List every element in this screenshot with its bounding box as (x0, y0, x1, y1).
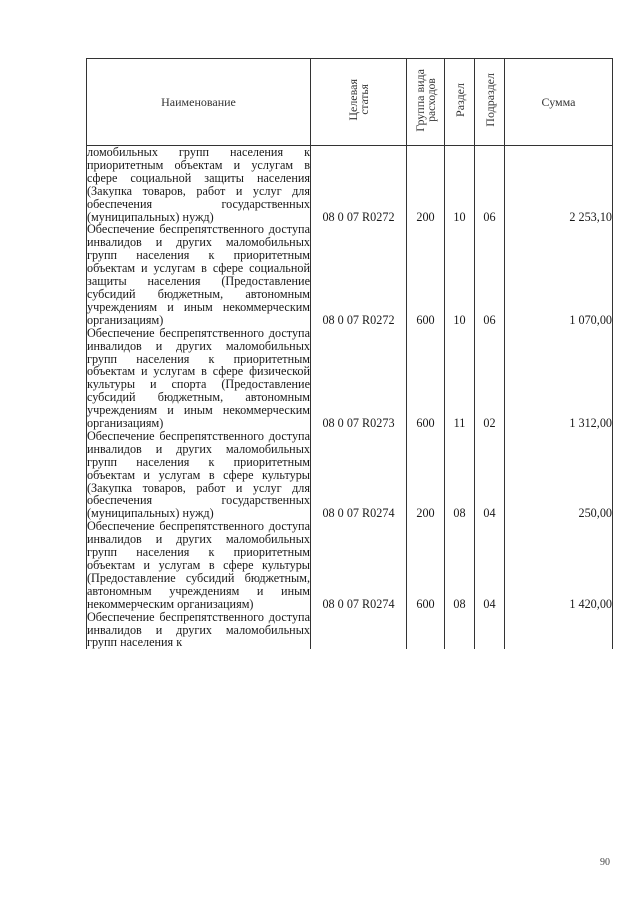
header-group-line1: Группа вида (412, 68, 427, 132)
row-target-code: 08 0 07 R0272 (311, 146, 407, 224)
row-name: ломобильных групп населения к приоритетным объектам и услугам в сфере социальной защиты населения (Закупка товаров, работ и услуг для обеспечения государственных (муниципальных) нужд) (87, 145, 310, 224)
table-body (87, 146, 613, 650)
row-section: 11 (445, 327, 475, 430)
row-subsection: 02 (475, 327, 505, 430)
row-subsection: 04 (475, 430, 505, 520)
row-expense-group: 600 (407, 223, 445, 326)
row-expense-group (407, 611, 445, 650)
header-target-line1: Целевая (345, 79, 360, 121)
row-expense-group: 600 (407, 327, 445, 430)
row-subsection: 06 (475, 223, 505, 326)
row-sum: 1 070,00 (505, 223, 613, 326)
row-name: Обеспечение беспрепятственного доступа инвалидов и других маломобильных групп населения к приоритетным объектам и услугам в сфере культуры (Закупка товаров, работ и услуг для обеспечения государственных (муниципальных) нужд) (87, 428, 310, 521)
row-expense-group: 600 (407, 520, 445, 610)
row-target-code: 08 0 07 R0274 (311, 520, 407, 610)
row-sum (505, 611, 613, 650)
row-name: Обеспечение беспрепятственного доступа инвалидов и других маломобильных групп населения к приоритетным объектам и услугам в сфере культуры (Предоставление субсидий бюджетным, автономным учреждениям и иным некоммерческим организациям) (87, 519, 310, 611)
row-target-code: 08 0 07 R0273 (311, 327, 407, 430)
table-row (87, 430, 613, 520)
table-row (87, 146, 613, 224)
header-target-line2: статья (358, 84, 371, 116)
header-target-article (311, 59, 407, 146)
page-number: 90 (600, 857, 610, 868)
row-expense-group: 200 (407, 430, 445, 520)
row-name: Обеспечение беспрепятственного доступа инвалидов и других маломобильных групп населения к (87, 609, 310, 650)
budget-table (86, 58, 613, 649)
header-expense-group (407, 59, 445, 146)
row-target-code: 08 0 07 R0274 (311, 430, 407, 520)
row-section (445, 611, 475, 650)
row-sum: 1 420,00 (505, 520, 613, 610)
row-target-code: 08 0 07 R0272 (311, 223, 407, 326)
header-group-line2: расходов (425, 78, 438, 122)
row-sum: 250,00 (505, 430, 613, 520)
header-section: Раздел (445, 59, 475, 146)
row-name: Обеспечение беспрепятственного доступа инвалидов и других маломобильных групп населения к приоритетным объектам и услугам в сфере социальной защиты населения (Предоставление субсидий бюджетным, автономным учреждениям и иным некоммерческим организациям) (87, 222, 310, 327)
table-row (87, 223, 613, 326)
row-section: 08 (445, 520, 475, 610)
row-subsection: 06 (475, 146, 505, 224)
row-target-code (311, 611, 407, 650)
row-section: 08 (445, 430, 475, 520)
row-expense-group: 200 (407, 146, 445, 224)
table-row (87, 611, 613, 650)
table-row (87, 327, 613, 430)
table-row (87, 520, 613, 610)
row-section: 10 (445, 146, 475, 224)
row-section: 10 (445, 223, 475, 326)
table-header (87, 59, 613, 146)
header-name: Наименование (87, 59, 311, 146)
row-subsection (475, 611, 505, 650)
row-sum: 2 253,10 (505, 146, 613, 224)
row-sum: 1 312,00 (505, 327, 613, 430)
header-sum: Сумма (505, 59, 613, 146)
row-name: Обеспечение беспрепятственного доступа инвалидов и других маломобильных групп населения к приоритетным объектам и услугам в сфере физической культуры и спорта (Предоставление субсидий бюджетным, автономным учреждениям и иным некоммерческим организациям) (87, 325, 310, 431)
header-subsection: Подраздел (475, 59, 505, 146)
row-subsection: 04 (475, 520, 505, 610)
